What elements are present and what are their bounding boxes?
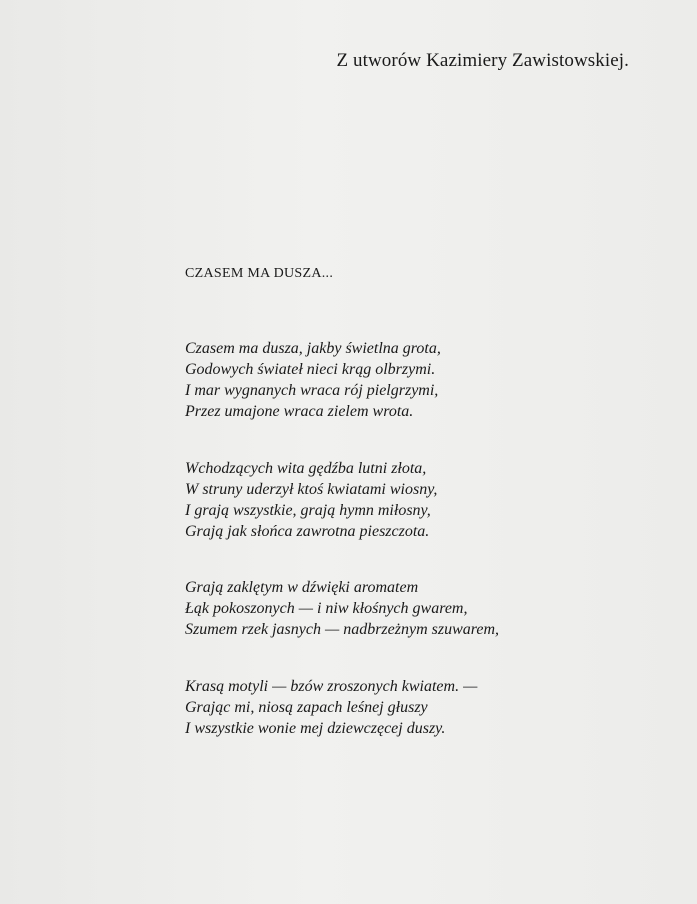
poem-line: Wchodzących wita gędźba lutni złota, <box>185 460 427 477</box>
poem-line: I wszystkie wonie mej dziewczęcej duszy. <box>185 720 446 737</box>
stanza-4 <box>185 676 477 739</box>
poem-line: Krasą motyli — bzów zroszonych kwiatem. — <box>185 678 478 695</box>
poem-line: Grają jak słońca zawrotna pieszczota. <box>185 523 430 540</box>
poem-line: I grają wszystkie, grają hymn miłosny, <box>185 502 431 519</box>
poem-line: W struny uderzył ktoś kwiatami wiosny, <box>185 481 438 498</box>
poem-line: Godowych świateł nieci krąg olbrzymi. <box>185 361 436 378</box>
poem-line: Grają zaklętym w dźwięki aromatem <box>185 579 419 596</box>
poem-line: Przez umajone wraca zielem wrota. <box>185 403 414 420</box>
stanza-1 <box>185 338 441 422</box>
poem-line: Czasem ma dusza, jakby świetlna grota, <box>185 340 441 357</box>
page-header: Z utworów Kazimiery Zawistowskiej. <box>336 50 629 71</box>
poem-line: Grając mi, niosą zapach leśnej głuszy <box>185 699 428 716</box>
poem-line: I mar wygnanych wraca rój pielgrzymi, <box>185 382 439 399</box>
stanza-2 <box>185 458 437 542</box>
poem-line: Szumem rzek jasnych — nadbrzeżnym szuwarem, <box>185 621 500 638</box>
poem-line: Łąk pokoszonych — i niw kłośnych gwarem, <box>185 600 468 617</box>
stanza-3 <box>185 577 499 640</box>
poem-title: CZASEM MA DUSZA... <box>185 266 334 281</box>
